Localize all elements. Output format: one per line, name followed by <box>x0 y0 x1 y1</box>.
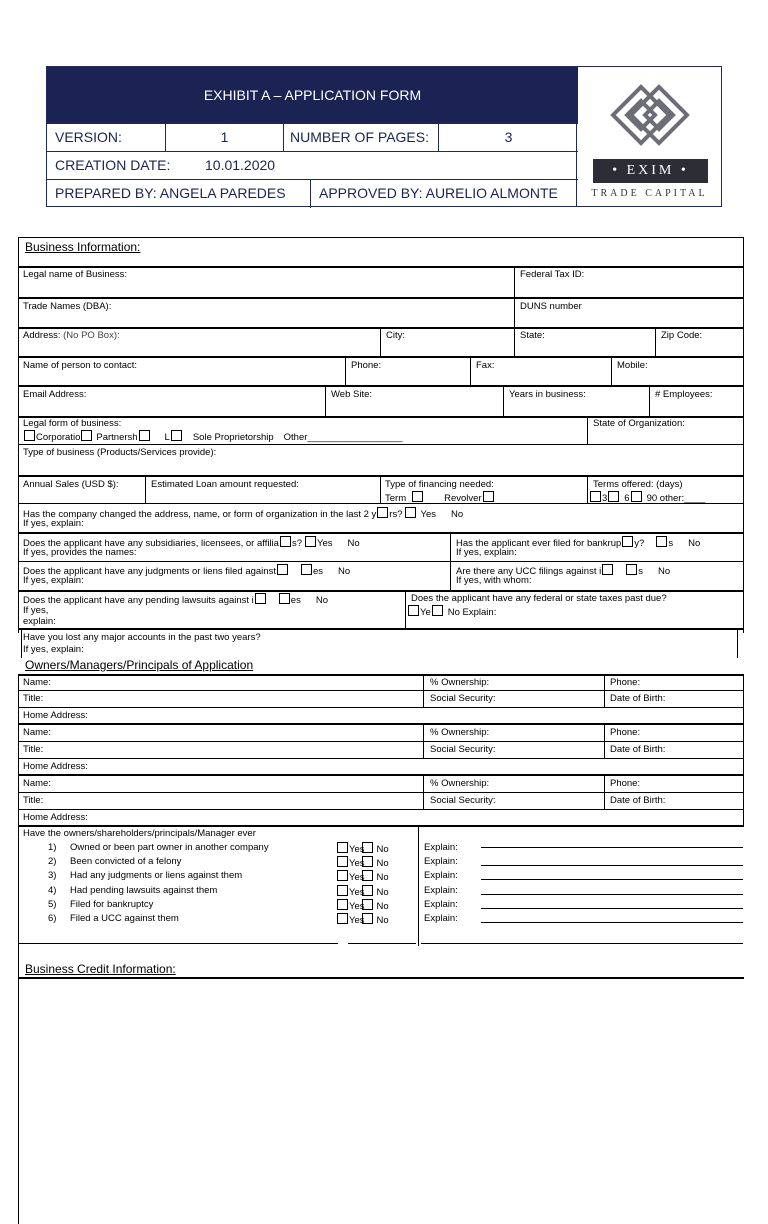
company-logo <box>577 66 722 207</box>
subs-no-checkbox[interactable] <box>305 536 316 547</box>
form-title: EXHIBIT A – APPLICATION FORM <box>47 67 578 123</box>
revolver-checkbox[interactable] <box>483 491 494 502</box>
history-explain-line[interactable] <box>481 894 743 895</box>
changed-question-text: Has the company changed the address, name, or form of organization in the last 2 y <box>23 509 377 520</box>
history-yes-checkbox[interactable] <box>337 842 348 853</box>
history-yes-checkbox[interactable] <box>337 856 348 867</box>
duns-label: DUNS number <box>520 301 582 312</box>
history-no-label: No <box>376 844 389 855</box>
state-org-label: State of Organization: <box>593 418 685 429</box>
owner2-title: Title: <box>23 744 44 755</box>
history-item <box>18 870 744 883</box>
history-item <box>18 885 744 898</box>
website-label: Web Site: <box>331 389 373 400</box>
subs-names: If yes, provides the names: <box>23 547 137 558</box>
history-yes-checkbox[interactable] <box>337 885 348 896</box>
email-label: Email Address: <box>23 389 87 400</box>
history-no-checkbox[interactable] <box>362 913 373 924</box>
business-info-title: Business Information: <box>25 240 141 254</box>
prepared-by: PREPARED BY: ANGELA PAREDES <box>55 185 286 201</box>
owners-title: Owners/Managers/Principals of Application <box>25 658 254 672</box>
creation-label: CREATION DATE: <box>55 157 171 173</box>
creation-row <box>47 151 578 179</box>
judgments-explain: If yes, explain: <box>23 575 84 586</box>
owner2-name: Name: <box>23 727 51 738</box>
history-item-text: Had pending lawsuits against them <box>70 884 218 896</box>
changed-question <box>23 507 463 520</box>
taxes-options <box>407 605 496 618</box>
lawsuits-explain: explain: <box>23 616 56 627</box>
phone-label: Phone: <box>351 360 382 371</box>
employees-label: # Employees: <box>655 389 713 400</box>
sole-prop-option: Sole Proprietorship <box>192 432 274 443</box>
changed-yes-checkbox[interactable] <box>377 507 388 518</box>
history-item-text: Owned or been part owner in another company <box>70 842 269 853</box>
lost-accounts-explain: If yes, explain: <box>23 644 84 655</box>
history-explain-label: Explain: <box>424 870 458 882</box>
changed-yes-label: Yes <box>420 509 436 520</box>
history-explain-line[interactable] <box>481 922 743 923</box>
owner1-title: Title: <box>23 693 44 704</box>
mobile-label: Mobile: <box>617 360 648 371</box>
owner2-ownership: % Ownership: <box>430 727 490 738</box>
corporation-checkbox[interactable] <box>24 430 35 441</box>
owner2-home: Home Address: <box>23 761 88 772</box>
history-item-text: Had any judgments or liens against them <box>70 870 243 882</box>
history-yes-label: Yes <box>349 844 365 855</box>
other-option: Other__________________ <box>283 432 403 443</box>
history-item <box>18 899 744 912</box>
bankrupt-yes-label: s <box>668 538 674 549</box>
history-item-answer <box>336 899 389 912</box>
taxes-yes-label: Ye <box>420 607 431 618</box>
history-item <box>18 842 744 855</box>
state-label: State: <box>520 330 545 341</box>
history-no-checkbox[interactable] <box>362 885 373 896</box>
taxes-no-explain: No Explain: <box>447 607 497 618</box>
lost-accounts-question: Have you lost any major accounts in the past two years? <box>23 632 261 643</box>
terms-90-option: 90 other:____ <box>646 493 706 504</box>
owner3-ssn: Social Security: <box>430 795 496 806</box>
version-label: VERSION: <box>55 129 122 145</box>
owners-table <box>18 674 744 826</box>
changed-no-checkbox[interactable] <box>405 507 416 518</box>
owner3-dob: Date of Birth: <box>610 795 666 806</box>
history-item-number: 5) <box>48 898 57 910</box>
owner3-home: Home Address: <box>23 812 88 823</box>
credit-title: Business Credit Information: <box>25 962 176 976</box>
terms-offered-label: Terms offered: (days) <box>593 479 683 490</box>
corporation-option: Corporatio <box>36 432 81 443</box>
owner2-dob: Date of Birth: <box>610 744 666 755</box>
owner3-name: Name: <box>23 778 51 789</box>
history-explain-line[interactable] <box>481 847 743 848</box>
form-header <box>46 66 722 207</box>
lawsuits-question <box>23 593 328 606</box>
city-label: City: <box>386 330 405 341</box>
owner1-name: Name: <box>23 677 51 688</box>
history-item-number: 6) <box>48 913 57 924</box>
ucc-question-text: Are there any UCC filings against i <box>456 566 602 577</box>
subs-question-text: Does the applicant have any subsidiaries, licensees, or affilia <box>23 538 279 549</box>
history-yes-label: Yes <box>349 872 365 884</box>
header-table <box>46 66 577 207</box>
lawsuits-yes-checkbox[interactable] <box>255 593 266 604</box>
type-business-label: Type of business (Products/Services provide): <box>23 447 217 458</box>
history-no-checkbox[interactable] <box>362 842 373 853</box>
logo-name: • EXIM • <box>593 159 708 183</box>
taxes-no-checkbox[interactable] <box>432 605 443 616</box>
history-item-number: 1) <box>48 842 57 853</box>
partnership-option: Partnersh <box>96 432 138 443</box>
version-row <box>47 123 578 151</box>
history-yes-label: Yes <box>349 900 365 912</box>
address-note: : (No PO Box): <box>57 330 120 341</box>
owner1-ssn: Social Security: <box>430 693 496 704</box>
owner1-phone: Phone: <box>610 677 641 688</box>
history-item <box>18 913 744 926</box>
owner3-ownership: % Ownership: <box>430 778 490 789</box>
history-item-number: 2) <box>48 856 57 868</box>
history-item-text: Filed a UCC against them <box>70 913 179 924</box>
financing-label: Type of financing needed: <box>385 479 494 490</box>
llc-checkbox[interactable] <box>139 430 150 441</box>
ucc-yes-checkbox[interactable] <box>602 564 613 575</box>
history-item-text: Filed for bankruptcy <box>70 898 154 910</box>
llc-option: L <box>164 432 170 443</box>
history-explain-label: Explain: <box>424 856 458 868</box>
history-no-label: No <box>376 915 389 926</box>
legal-form-options <box>23 430 403 443</box>
ucc-yes-label: s <box>638 566 643 577</box>
history-yes-label: Yes <box>349 886 365 898</box>
owners-history-section <box>18 826 744 946</box>
terms-3-option: 3 <box>602 493 608 504</box>
history-item-answer <box>336 885 389 898</box>
history-no-checkbox[interactable] <box>362 870 373 881</box>
address-label-text: Address <box>23 330 58 341</box>
term-option: Term <box>385 493 407 504</box>
zip-label: Zip Code: <box>661 330 703 341</box>
bankrupt-explain: If yes, explain: <box>456 547 517 558</box>
version-value: 1 <box>165 124 283 151</box>
contact-label: Name of person to contact: <box>23 360 138 371</box>
subs-yes-label: Yes <box>317 538 333 549</box>
history-explain-label: Explain: <box>424 842 458 853</box>
bankrupt-no-checkbox[interactable] <box>656 536 667 547</box>
owners-ever-label: Have the owners/shareholders/principals/Manager ever <box>23 828 256 839</box>
lawsuits-no-checkbox[interactable] <box>279 593 290 604</box>
address-label <box>23 330 120 341</box>
history-item-number: 4) <box>48 884 57 896</box>
logo-tagline: TRADE CAPITAL <box>591 188 708 199</box>
owner3-title: Title: <box>23 795 44 806</box>
history-yes-label: Yes <box>349 915 365 926</box>
subs-question-end: s? <box>291 538 302 549</box>
lawsuits-no-label: No <box>315 595 328 606</box>
fax-label: Fax: <box>476 360 495 371</box>
legal-form-label: Legal form of business: <box>23 418 122 429</box>
history-item-number: 3) <box>48 870 57 882</box>
lawsuits-question-text: Does the applicant have any pending lawsuits against i <box>23 595 254 606</box>
logo-emblem-icon <box>577 67 722 157</box>
bankrupt-yes-checkbox[interactable] <box>622 536 633 547</box>
terms-3-checkbox[interactable] <box>590 491 601 502</box>
federal-tax-label: Federal Tax ID: <box>520 269 585 280</box>
history-explain-label: Explain: <box>424 913 458 924</box>
owner1-ownership: % Ownership: <box>430 677 490 688</box>
bankrupt-no-label: No <box>688 538 701 549</box>
owner1-dob: Date of Birth: <box>610 693 666 704</box>
history-yes-checkbox[interactable] <box>337 913 348 924</box>
revolver-option: Revolver <box>444 493 482 504</box>
subs-no-label: No <box>347 538 360 549</box>
history-item-answer <box>336 870 389 883</box>
ucc-no-checkbox[interactable] <box>626 564 637 575</box>
history-no-label: No <box>376 900 389 912</box>
sole-prop-checkbox[interactable] <box>171 430 182 441</box>
owner2-ssn: Social Security: <box>430 744 496 755</box>
trade-names-label: Trade Names (DBA): <box>23 301 112 312</box>
history-yes-checkbox[interactable] <box>337 870 348 881</box>
subs-yes-checkbox[interactable] <box>280 536 291 547</box>
history-explain-label: Explain: <box>424 898 458 910</box>
changed-question-end: rs? <box>389 509 403 520</box>
ucc-whom: If yes, with whom: <box>456 575 532 586</box>
history-no-label: No <box>376 886 389 898</box>
owner3-phone: Phone: <box>610 778 641 789</box>
history-no-checkbox[interactable] <box>362 899 373 910</box>
history-item-answer <box>336 842 389 855</box>
history-no-label: No <box>376 872 389 884</box>
history-no-checkbox[interactable] <box>362 856 373 867</box>
taxes-question: Does the applicant have any federal or state taxes past due? <box>411 593 667 604</box>
judgments-yes-checkbox[interactable] <box>277 564 288 575</box>
bankrupt-question-text: Has the applicant ever filed for bankrup <box>456 538 622 549</box>
history-item <box>18 856 744 869</box>
terms-6-option: 6 <box>624 493 630 504</box>
changed-explain: If yes, explain: <box>23 518 84 529</box>
history-item-answer <box>336 856 389 869</box>
term-checkbox[interactable] <box>412 491 423 502</box>
history-explain-line[interactable] <box>481 879 743 880</box>
approval-row <box>47 179 578 208</box>
owner1-home: Home Address: <box>23 710 88 721</box>
judgments-question-text: Does the applicant have any judgments or liens filed against <box>23 566 276 577</box>
legal-name-label: Legal name of Business: <box>23 269 128 280</box>
loan-amount-label: Estimated Loan amount requested: <box>151 479 299 490</box>
history-yes-checkbox[interactable] <box>337 899 348 910</box>
partnership-checkbox[interactable] <box>81 430 92 441</box>
years-label: Years in business: <box>509 389 586 400</box>
owner2-phone: Phone: <box>610 727 641 738</box>
history-yes-label: Yes <box>349 858 365 870</box>
history-item-text: Been convicted of a felony <box>70 856 182 868</box>
ucc-no-label: No <box>657 566 671 577</box>
pages-label: NUMBER OF PAGES: <box>283 124 438 151</box>
taxes-yes-checkbox[interactable] <box>408 605 419 616</box>
history-explain-line[interactable] <box>481 865 743 866</box>
changed-no-label: No <box>450 509 464 520</box>
lawsuits-if-yes: If yes, <box>23 605 49 616</box>
terms-90-checkbox[interactable] <box>631 491 642 502</box>
judgments-no-checkbox[interactable] <box>301 564 312 575</box>
history-no-label: No <box>376 858 389 870</box>
judgments-no-label: No <box>338 566 351 577</box>
creation-value: 10.01.2020 <box>205 157 276 173</box>
history-explain-label: Explain: <box>424 884 458 896</box>
history-explain-line[interactable] <box>481 908 743 909</box>
judgments-yes-label: es <box>312 566 324 577</box>
history-item-answer <box>336 913 389 926</box>
pages-value: 3 <box>438 124 578 151</box>
approved-by: APPROVED BY: AURELIO ALMONTE <box>310 180 578 208</box>
bankrupt-question-end: y? <box>634 538 645 549</box>
annual-sales-label: Annual Sales (USD $): <box>23 479 119 490</box>
lawsuits-yes-label: es <box>290 595 301 606</box>
terms-6-checkbox[interactable] <box>608 491 619 502</box>
